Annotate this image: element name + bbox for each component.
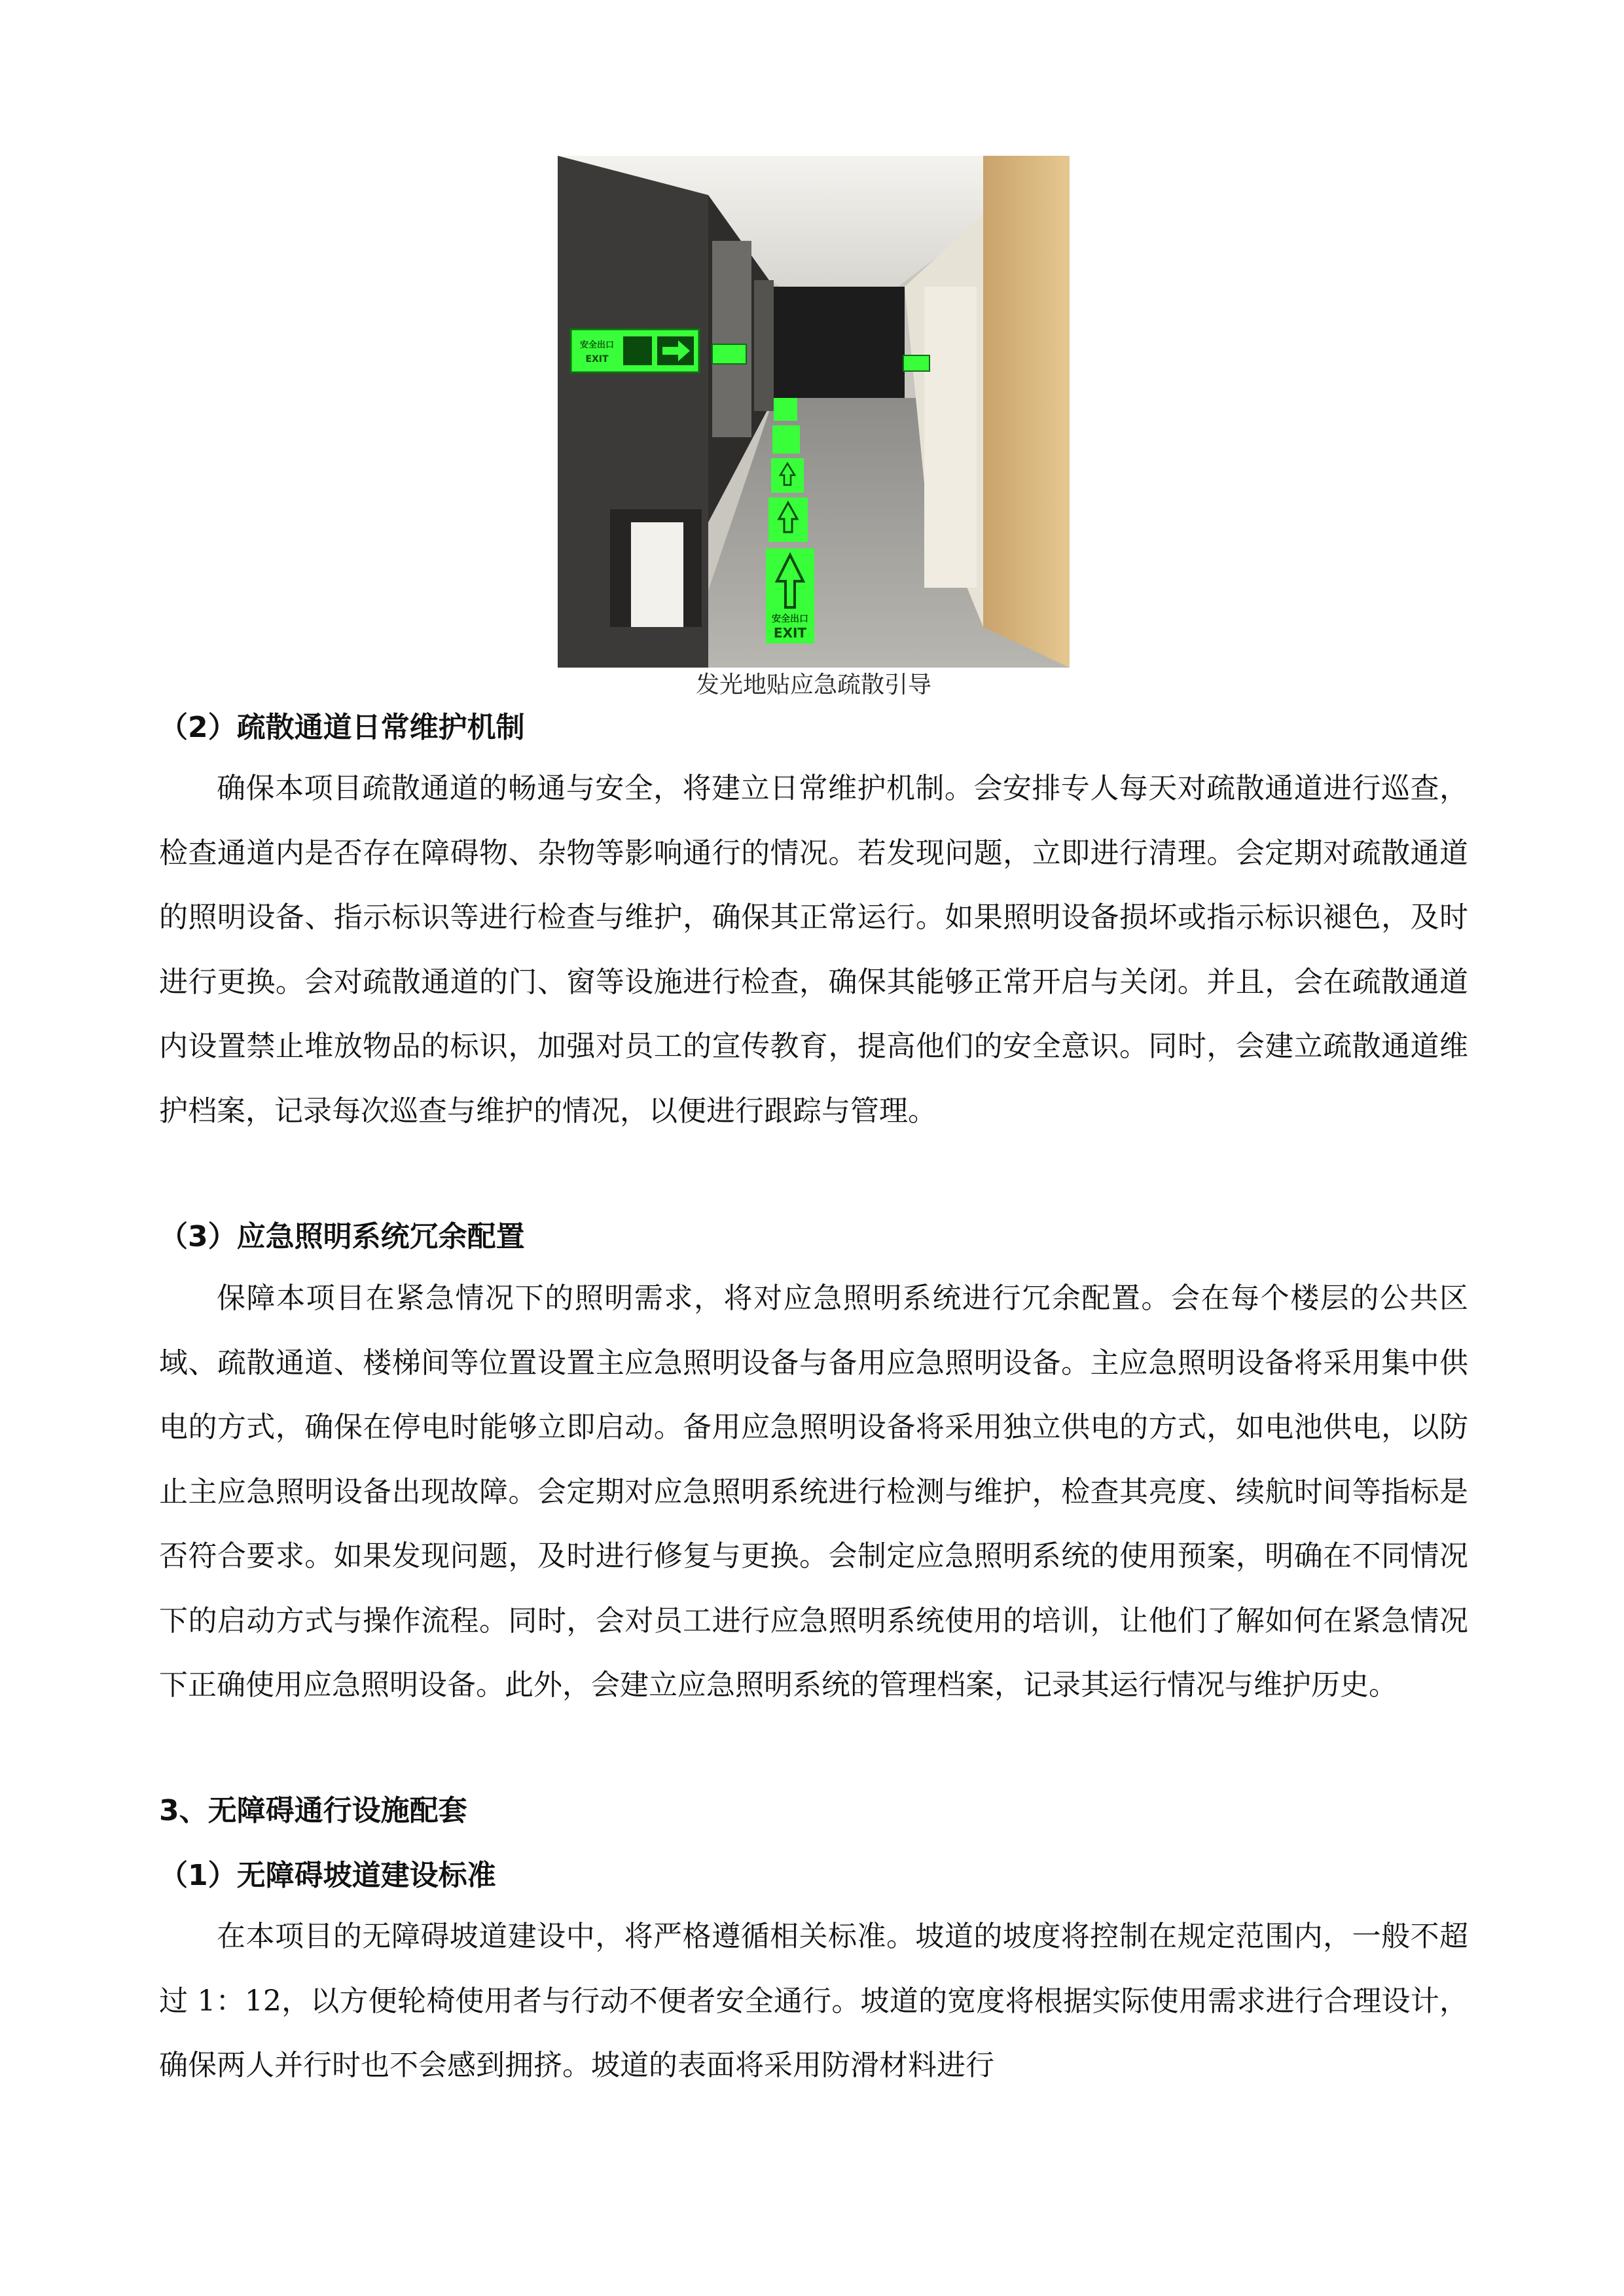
heading-evac-maintenance: （2）疏散通道日常维护机制 [159, 711, 525, 744]
wall-sign-en: EXIT [585, 354, 609, 365]
heading-emergency-lighting: （3）应急照明系统冗余配置 [159, 1220, 525, 1253]
evacuation-corridor-photo [558, 156, 1070, 668]
heading-ramp-standard: （1）无障碍坡道建设标准 [159, 1859, 496, 1892]
heading-accessibility: 3、无障碍通行设施配套 [159, 1794, 467, 1827]
floor-sign-cn: 安全出口 [772, 614, 808, 624]
paragraph-emergency-lighting: 保障本项目在紧急情况下的照明需求，将对应急照明系统进行冗余配置。会在每个楼层的公共区域、疏散通道、楼梯间等位置设置主应急照明设备与备用应急照明设备。主应急照明设备将采用集中供电的方式，确保在停电时能够立即启动。备用应急照明设备将采用独立供电的方式，如电池供电，以防止主应急照明设备出现故障。会定期对应急照明系统进行检测与维护，检查其亮度、续航时间等指标是否符合要求。如果发现问题，及时进行修复与更换。会制定应急照明系统的使用预案，明确在不同情况下的启动方式与操作流程。同时，会对员工进行应急照明系统使用的培训，让他们了解如何在紧急情况下正确使用应急照明设备。此外，会建立应急照明系统的管理档案，记录其运行情况与维护历史。 [159, 1282, 1468, 1702]
paragraph-ramp-standard: 在本项目的无障碍坡道建设中，将严格遵循相关标准。坡道的坡度将控制在规定范围内，一般不超过 1：12，以方便轮椅使用者与行动不便者安全通行。坡道的宽度将根据实际使用需求进行合理设计，确保两人并行时也不会感到拥挤。坡道的表面将采用防滑材料进行 [159, 1920, 1468, 2082]
wall-sign-cn: 安全出口 [579, 340, 615, 350]
figure-caption: 发光地贴应急疏散引导 [695, 672, 931, 698]
floor-sign-en: EXIT [773, 625, 807, 641]
paragraph-evac-maintenance: 确保本项目疏散通道的畅通与安全，将建立日常维护机制。会安排专人每天对疏散通道进行巡查，检查通道内是否存在障碍物、杂物等影响通行的情况。若发现问题，立即进行清理。会定期对疏散通道的照明设备、指示标识等进行检查与维护，确保其正常运行。如果照明设备损坏或指示标识褪色，及时进行更换。会对疏散通道的门、窗等设施进行检查，确保其能够正常开启与关闭。并且，会在疏散通道内设置禁止堆放物品的标识，加强对员工的宣传教育，提高他们的安全意识。同时，会建立疏散通道维护档案，记录每次巡查与维护的情况，以便进行跟踪与管理。 [159, 772, 1468, 1128]
